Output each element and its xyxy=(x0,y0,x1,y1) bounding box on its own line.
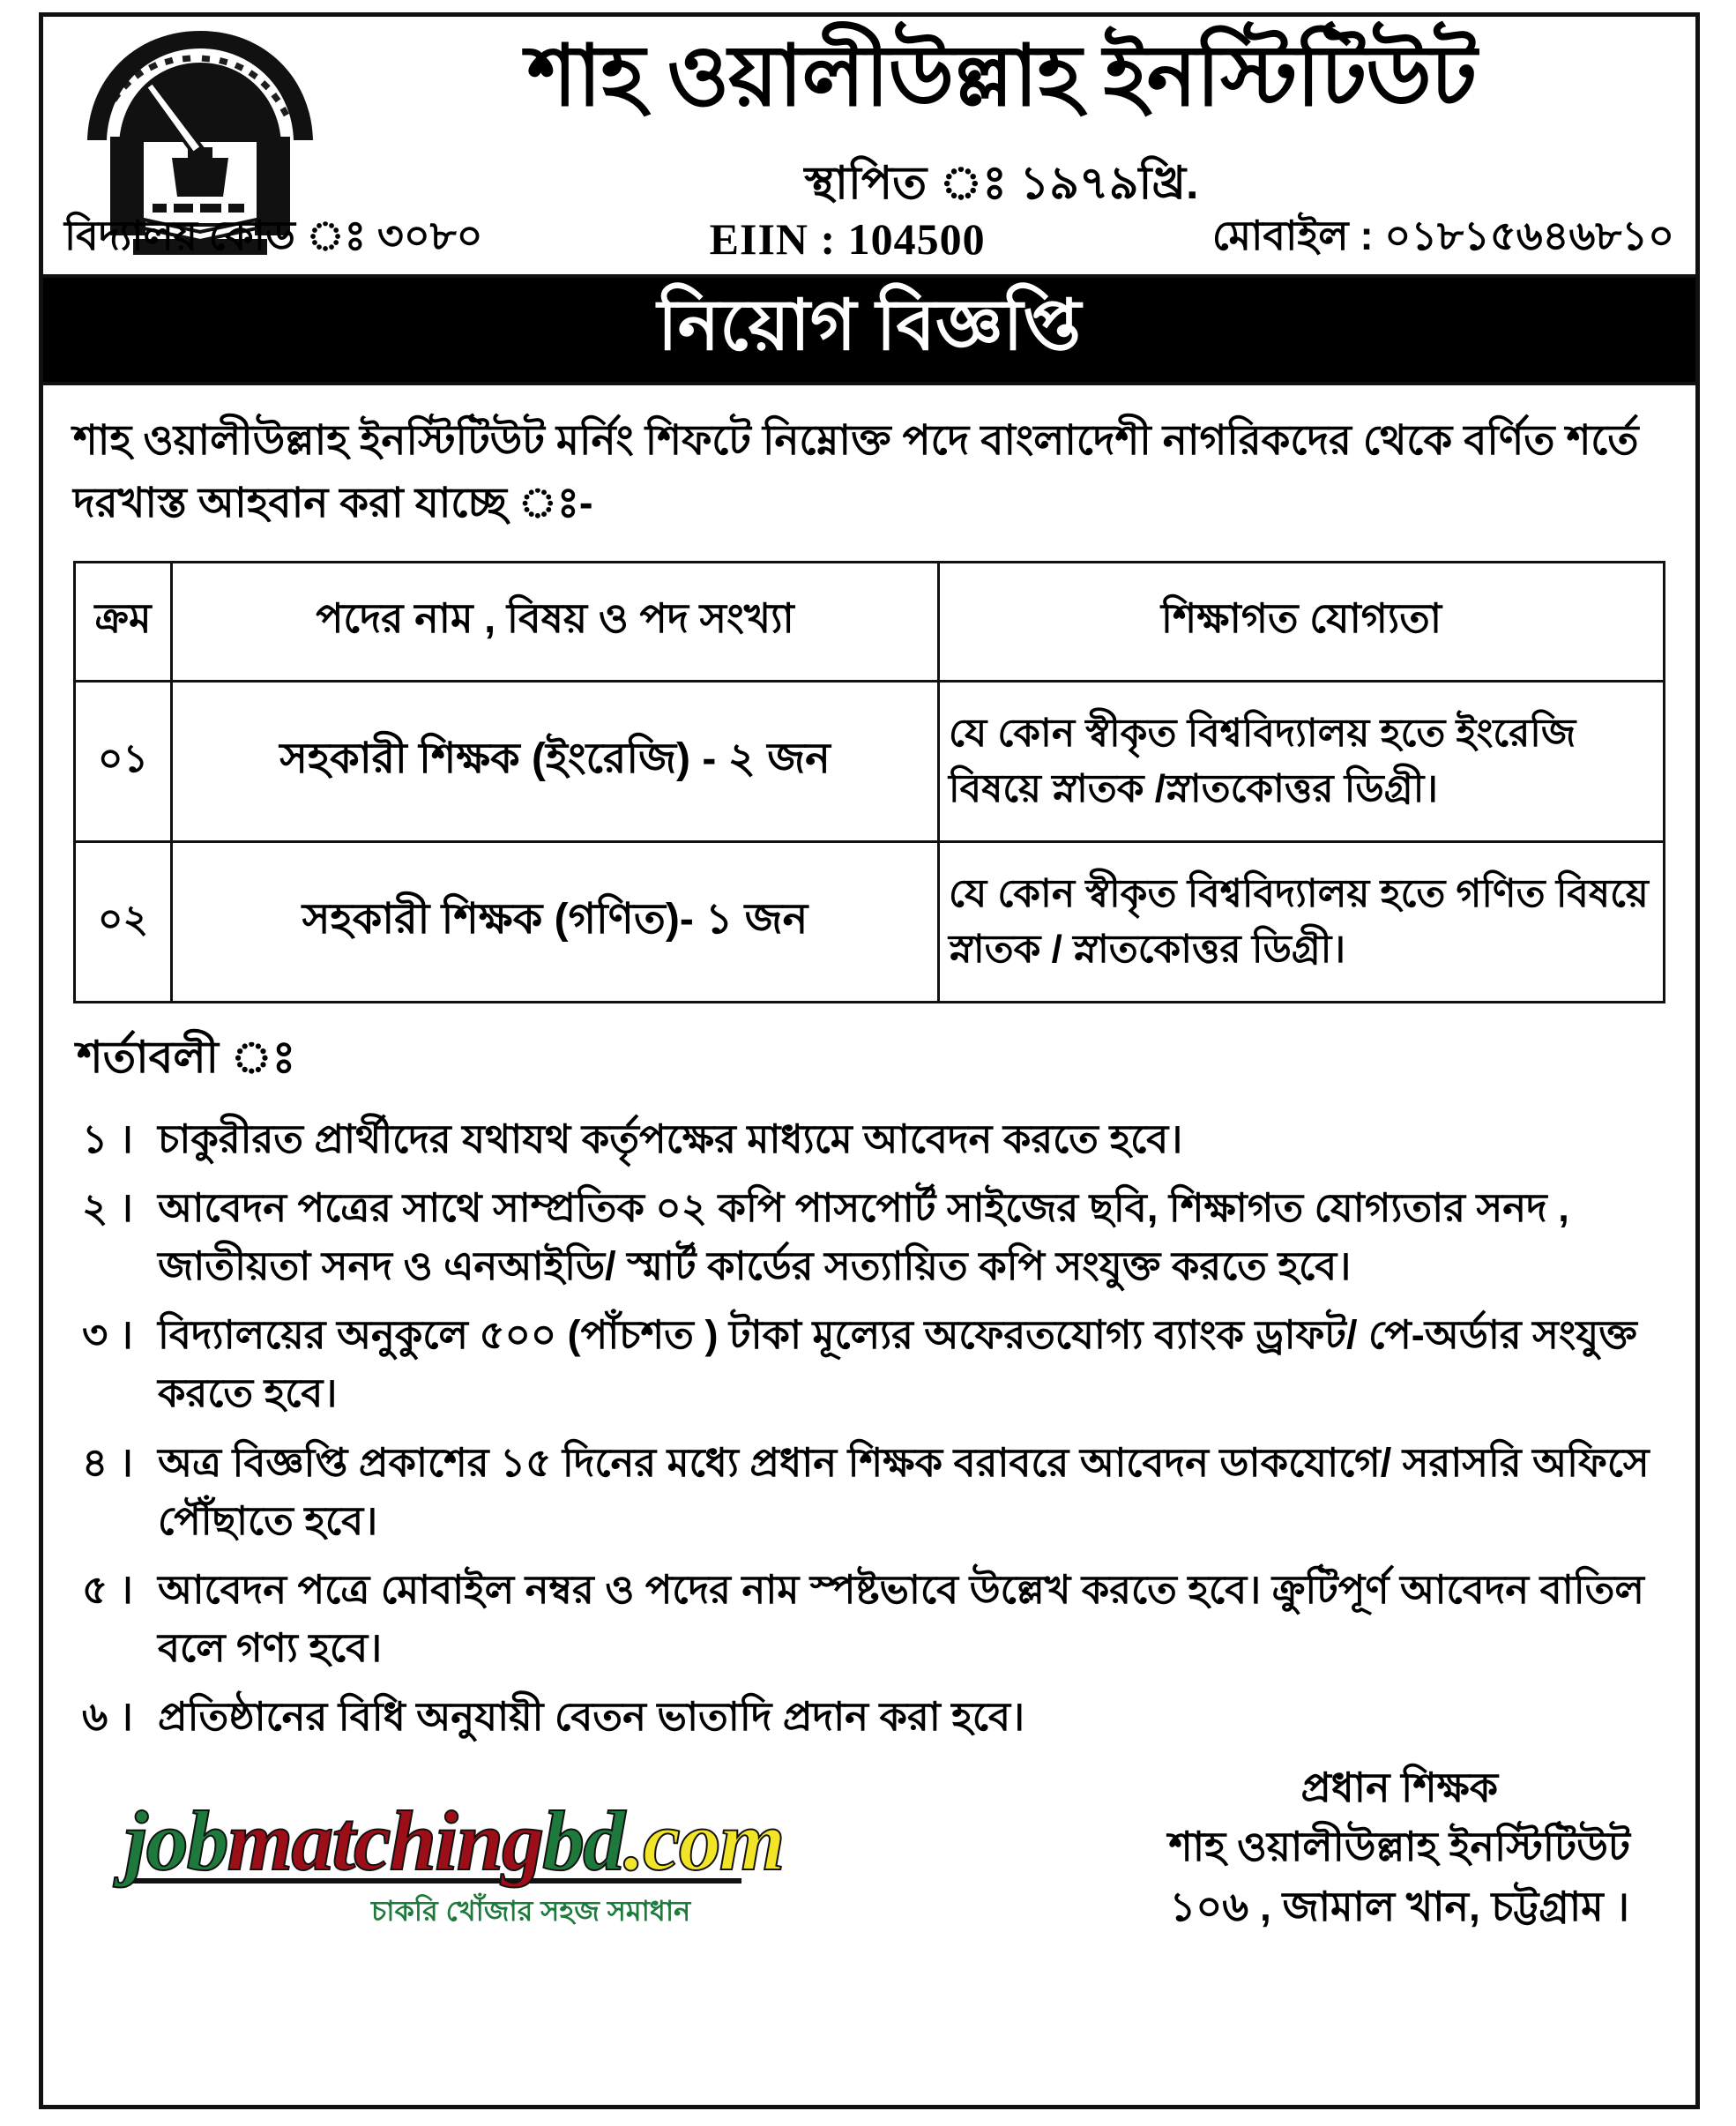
jobmatchingbd-watermark xyxy=(124,1794,900,1936)
condition-text: প্রতিষ্ঠানের বিধি অনুযায়ী বেতন ভাতাদি প্রদান করা হবে। xyxy=(158,1694,1025,1740)
condition-number: ১ । xyxy=(82,1115,133,1161)
signature-address: ১০৬ , জামাল খান, চট্টগ্রাম । xyxy=(1169,1883,1629,1929)
row-qualification: যে কোন স্বীকৃত বিশ্ববিদ্যালয় হতে গণিত বিষয়ে স্নাতক / স্নাতকোত্তর ডিগ্রী। xyxy=(939,841,1665,1002)
table-row xyxy=(75,841,1665,1002)
school-mobile: মোবাইল : ০১৮১৫৬৪৬৮১০ xyxy=(1211,213,1674,258)
post-table xyxy=(73,561,1665,1003)
conditions-title: শর্তাবলী ঃ xyxy=(77,1032,296,1082)
condition-number: ৪ । xyxy=(82,1439,133,1485)
table-header-row xyxy=(75,562,1665,681)
watermark-part-com: .com xyxy=(623,1794,784,1889)
header-qualification: শিক্ষাগত যোগ্যতা xyxy=(939,562,1665,681)
condition-number: ২ । xyxy=(82,1185,133,1231)
school-name: শাহ ওয়ালীউল্লাহ ইনস্টিটিউট xyxy=(526,29,1477,123)
row-post: সহকারী শিক্ষক (ইংরেজি) - ২ জন xyxy=(172,681,939,841)
condition-number: ৩ । xyxy=(82,1312,133,1358)
header-serial: ক্রম xyxy=(75,562,172,681)
notice-footer xyxy=(73,1758,1665,1979)
notice-header xyxy=(43,17,1695,278)
list-item xyxy=(73,1306,1665,1422)
table-row xyxy=(75,681,1665,841)
watermark-tagline: চাকরি খোঁজার সহজ সমাধান xyxy=(371,1895,691,1928)
school-code: বিদ্যালয় কোড ঃ ৩০৮০ xyxy=(64,213,483,258)
condition-text: আবেদন পত্রে মোবাইল নম্বর ও পদের নাম স্পষ্টভাবে উল্লেখ করতে হবে। ক্রুটিপূর্ণ আবেদন বাতিল বলে গণ্য হবে। xyxy=(158,1566,1644,1670)
header-post: পদের নাম , বিষয় ও পদ সংখ্যা xyxy=(172,562,939,681)
list-item xyxy=(73,1434,1665,1550)
intro-paragraph: শাহ ওয়ালীউল্লাহ ইনস্টিটিউট মর্নিং শিফটে নিম্নোক্ত পদে বাংলাদেশী নাগরিকদের থেকে বর্ণিত শর্তে দরখাস্ত আহবান করা যাচ্ছে ঃ- xyxy=(73,416,1639,526)
signature-designation: প্রধান শিক্ষক xyxy=(1300,1764,1499,1811)
notice-frame xyxy=(39,12,1700,2109)
watermark-part-job: job xyxy=(124,1794,227,1889)
notice-banner-title: নিয়োগ বিজ্ঞপ্তি xyxy=(43,278,1695,385)
watermark-wordmark xyxy=(124,1794,900,1889)
signature-block xyxy=(1169,1758,1631,1936)
signature-institution: শাহ ওয়ালীউল্লাহ ইনস্টিটিউট xyxy=(1168,1824,1630,1870)
list-item xyxy=(73,1688,1665,1746)
notice-body xyxy=(43,385,1695,1979)
row-qualification: যে কোন স্বীকৃত বিশ্ববিদ্যালয় হতে ইংরেজি বিষয়ে স্নাতক /স্নাতকোত্তর ডিগ্রী। xyxy=(939,681,1665,841)
watermark-part-bd: bd xyxy=(542,1794,624,1889)
condition-text: চাকুরীরত প্রার্থীদের যথাযথ কর্তৃপক্ষের মাধ্যমে আবেদন করতে হবে। xyxy=(158,1115,1183,1161)
conditions-list xyxy=(73,1110,1665,1746)
condition-text: আবেদন পত্রের সাথে সাম্প্রতিক ০২ কপি পাসপোর্ট সাইজের ছবি, শিক্ষাগত যোগ্যতার সনদ , জাতীয়তা সনদ ও এনআইডি/ স্মার্ট কার্ডের সত্যায়িত কপি সংযুক্ত করতে হবে। xyxy=(158,1185,1569,1289)
school-eiin: EIIN : 104500 xyxy=(709,214,986,264)
condition-number: ৫ । xyxy=(82,1566,133,1612)
row-serial: ০১ xyxy=(75,681,172,841)
row-post: সহকারী শিক্ষক (গণিত)- ১ জন xyxy=(172,841,939,1002)
condition-number: ৬ । xyxy=(82,1694,133,1740)
list-item xyxy=(73,1561,1665,1677)
row-serial: ০২ xyxy=(75,841,172,1002)
watermark-part-matching: matching xyxy=(227,1794,543,1889)
condition-text: বিদ্যালয়ের অনুকুলে ৫০০ (পাঁচশত ) টাকা মূল্যের অফেরতযোগ্য ব্যাংক ড্রাফট/ পে-অর্ডার সংযুক্ত করতে হবে। xyxy=(158,1312,1637,1416)
condition-text: অত্র বিজ্ঞপ্তি প্রকাশের ১৫ দিনের মধ্যে প্রধান শিক্ষক বরাবরে আবেদন ডাকযোগে/ সরাসরি অফিসে পৌঁছাতে হবে। xyxy=(158,1439,1650,1543)
list-item xyxy=(73,1179,1665,1295)
school-established: স্থাপিত ঃ ১৯৭৯খ্রি. xyxy=(804,158,1199,209)
list-item xyxy=(73,1110,1665,1168)
school-info-row xyxy=(43,207,1695,271)
